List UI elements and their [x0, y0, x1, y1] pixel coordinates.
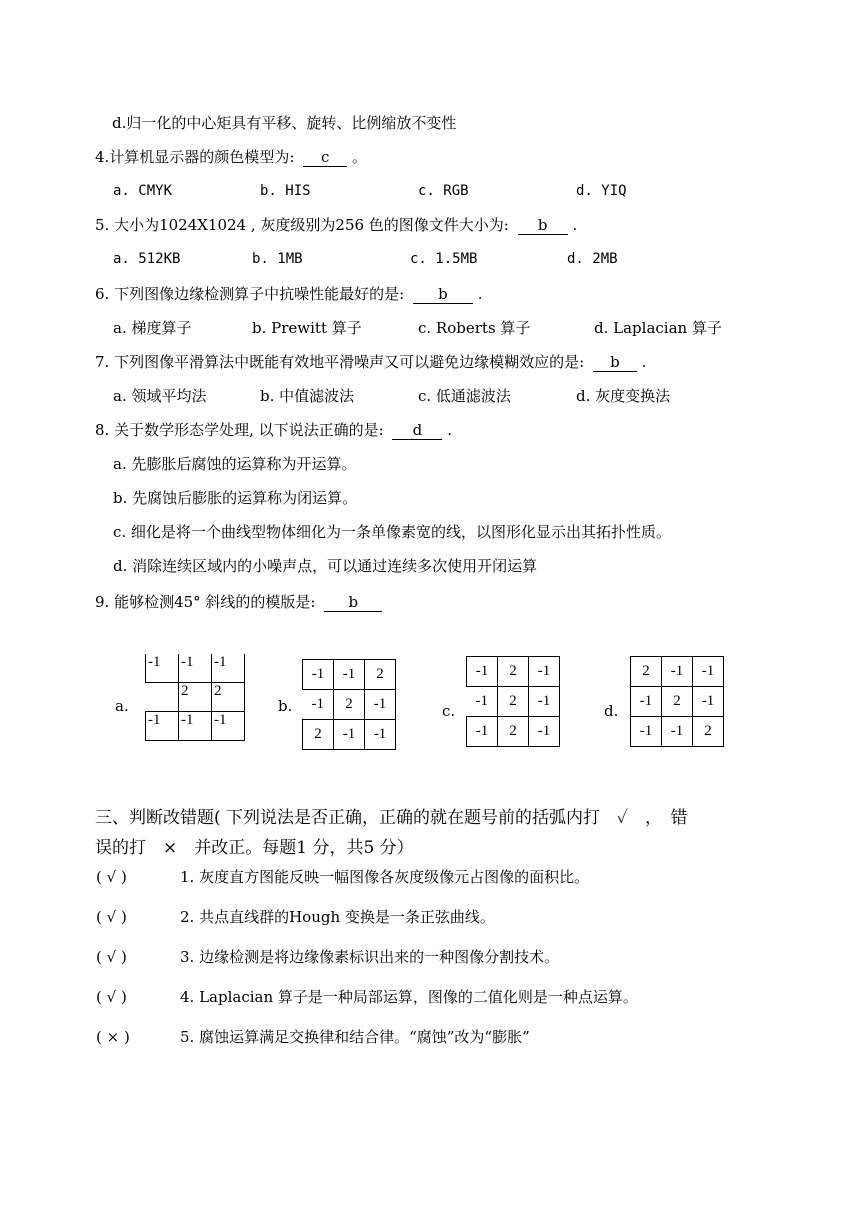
matrix-cell: -1	[693, 657, 724, 687]
matrix-cell: -1	[179, 712, 212, 741]
section-3-title-line1: 三、判断改错题( 下列说法是否正确，正确的就在题号前的括弧内打 ✓ ， 错	[95, 808, 688, 828]
q4-option-d: d. YIQ	[576, 183, 627, 199]
matrix-cell: -1	[529, 687, 560, 717]
q7-answer: b	[593, 353, 637, 372]
tf-text: 2. 共点直线群的Hough 变换是一条正弦曲线。	[180, 908, 495, 926]
tf-text: 5. 腐蚀运算满足交换律和结合律。“腐蚀”改为“膨胀”	[180, 1028, 530, 1046]
tf-mark: ( √ )	[96, 948, 127, 966]
tf-text: 3. 边缘检测是将边缘像素标识出来的一种图像分割技术。	[180, 948, 560, 966]
matrix-cell: -1	[212, 712, 245, 741]
matrix-cell: -1	[365, 690, 396, 720]
q8-option-d: d. 消除连续区域内的小噪声点，可以通过连续多次使用开闭运算	[113, 557, 538, 575]
q7-option-c: c. 低通滤波法	[418, 387, 511, 405]
q6-option-b: b. Prewitt 算子	[252, 319, 362, 337]
q8-option-a: a. 先膨胀后腐蚀的运算称为开运算。	[113, 455, 357, 473]
matrix-cell: 2	[631, 657, 662, 687]
matrix-cell: -1	[662, 717, 693, 747]
question-9	[95, 592, 382, 612]
q5-option-b: b. 1MB	[252, 251, 303, 267]
tf-mark: ( × )	[96, 1028, 130, 1046]
q8-answer: d	[392, 421, 442, 440]
matrix-cell: 2	[693, 717, 724, 747]
matrix-cell: -1	[631, 687, 662, 717]
matrix-cell: -1	[146, 654, 179, 683]
q9-stem: 9. 能够检测45° 斜线的的模版是:	[95, 593, 316, 611]
matrix-cell: -1	[212, 654, 245, 683]
matrix-d-label: d.	[604, 702, 619, 720]
matrix-a	[145, 654, 245, 741]
q8-option-c: c. 细化是将一个曲线型物体细化为一条单像素宽的线，以图形化显示出其拓扑性质。	[113, 523, 671, 541]
matrix-cell: -1	[334, 660, 365, 690]
matrix-cell: -1	[529, 657, 560, 687]
matrix-cell: -1	[662, 657, 693, 687]
q6-stem: 6. 下列图像边缘检测算子中抗噪性能最好的是:	[95, 285, 405, 303]
q6-option-a: a. 梯度算子	[113, 319, 192, 337]
matrix-cell: -1	[693, 687, 724, 717]
q6-option-c: c. Roberts 算子	[418, 319, 531, 337]
matrix-cell: 2	[303, 720, 334, 750]
q5-option-c: c. 1.5MB	[410, 251, 478, 267]
matrix-cell	[146, 683, 179, 712]
matrix-cell: -1	[467, 657, 498, 687]
q5-option-a: a. 512KB	[113, 251, 181, 267]
matrix-d	[630, 656, 724, 747]
tf-mark: ( √ )	[96, 908, 127, 926]
matrix-cell: 2	[212, 683, 245, 712]
matrix-cell: -1	[529, 717, 560, 747]
q7-end: .	[641, 353, 647, 371]
matrix-cell: -1	[179, 654, 212, 683]
tf-item-2	[96, 907, 495, 927]
q5-stem: 5. 大小为1024X1024 , 灰度级别为256 色的图像文件大小为:	[95, 216, 509, 234]
q7-option-a: a. 领域平均法	[113, 387, 207, 405]
q5-option-d: d. 2MB	[567, 251, 618, 267]
matrix-cell: 2	[365, 660, 396, 690]
q4-option-b: b. HIS	[260, 183, 311, 199]
tf-item-5	[96, 1027, 530, 1047]
matrix-cell: 2	[498, 687, 529, 717]
question-5	[95, 215, 577, 235]
matrix-cell: -1	[146, 712, 179, 741]
q6-answer: b	[413, 285, 473, 304]
q3-option-d: d.归一化的中心矩具有平移、旋转、比例缩放不变性	[112, 114, 457, 132]
question-6	[95, 284, 482, 304]
question-8	[95, 420, 452, 440]
matrix-cell: 2	[498, 657, 529, 687]
matrix-c-label: c.	[442, 702, 456, 720]
matrix-b	[302, 659, 396, 750]
tf-mark: ( √ )	[96, 988, 127, 1006]
q8-end: .	[447, 421, 453, 439]
q7-option-b: b. 中值滤波法	[260, 387, 355, 405]
q7-option-d: d. 灰度变换法	[576, 387, 671, 405]
matrix-a-label: a.	[115, 697, 129, 715]
matrix-cell: -1	[334, 720, 365, 750]
q5-answer: b	[518, 216, 568, 235]
q6-end: .	[477, 285, 483, 303]
question-4	[95, 147, 367, 167]
section-3-title-line2: 误的打 × 并改正。每题1 分，共5 分）	[95, 838, 414, 858]
tf-mark: ( √ )	[96, 868, 127, 886]
q4-end: 。	[351, 148, 367, 166]
matrix-cell: -1	[467, 717, 498, 747]
tf-item-4	[96, 987, 638, 1007]
q7-stem: 7. 下列图像平滑算法中既能有效地平滑噪声又可以避免边缘模糊效应的是:	[95, 353, 585, 371]
tf-item-3	[96, 947, 559, 967]
q9-answer: b	[324, 593, 382, 612]
matrix-cell: -1	[467, 687, 498, 717]
q8-option-b: b. 先腐蚀后膨胀的运算称为闭运算。	[113, 489, 358, 507]
matrix-b-label: b.	[278, 697, 293, 715]
q8-stem: 8. 关于数学形态学处理, 以下说法正确的是:	[95, 421, 384, 439]
matrix-cell: -1	[631, 717, 662, 747]
matrix-c	[466, 656, 560, 747]
matrix-cell: 2	[334, 690, 365, 720]
q5-end: .	[572, 216, 578, 234]
tf-text: 4. Laplacian 算子是一种局部运算，图像的二值化则是一种点运算。	[180, 988, 638, 1006]
matrix-cell: 2	[498, 717, 529, 747]
matrix-cell: 2	[179, 683, 212, 712]
q4-answer: c	[303, 148, 347, 167]
question-7	[95, 352, 646, 372]
q4-stem: 4.计算机显示器的颜色模型为:	[95, 148, 295, 166]
q4-option-a: a. CMYK	[113, 183, 173, 199]
tf-text: 1. 灰度直方图能反映一幅图像各灰度级像元占图像的面积比。	[180, 868, 590, 886]
matrix-cell: -1	[365, 720, 396, 750]
matrix-cell: -1	[303, 660, 334, 690]
section-3-title	[95, 803, 795, 863]
q6-option-d: d. Laplacian 算子	[594, 319, 722, 337]
tf-item-1	[96, 867, 589, 887]
matrix-cell: 2	[662, 687, 693, 717]
matrix-cell: -1	[303, 690, 334, 720]
q4-option-c: c. RGB	[418, 183, 469, 199]
